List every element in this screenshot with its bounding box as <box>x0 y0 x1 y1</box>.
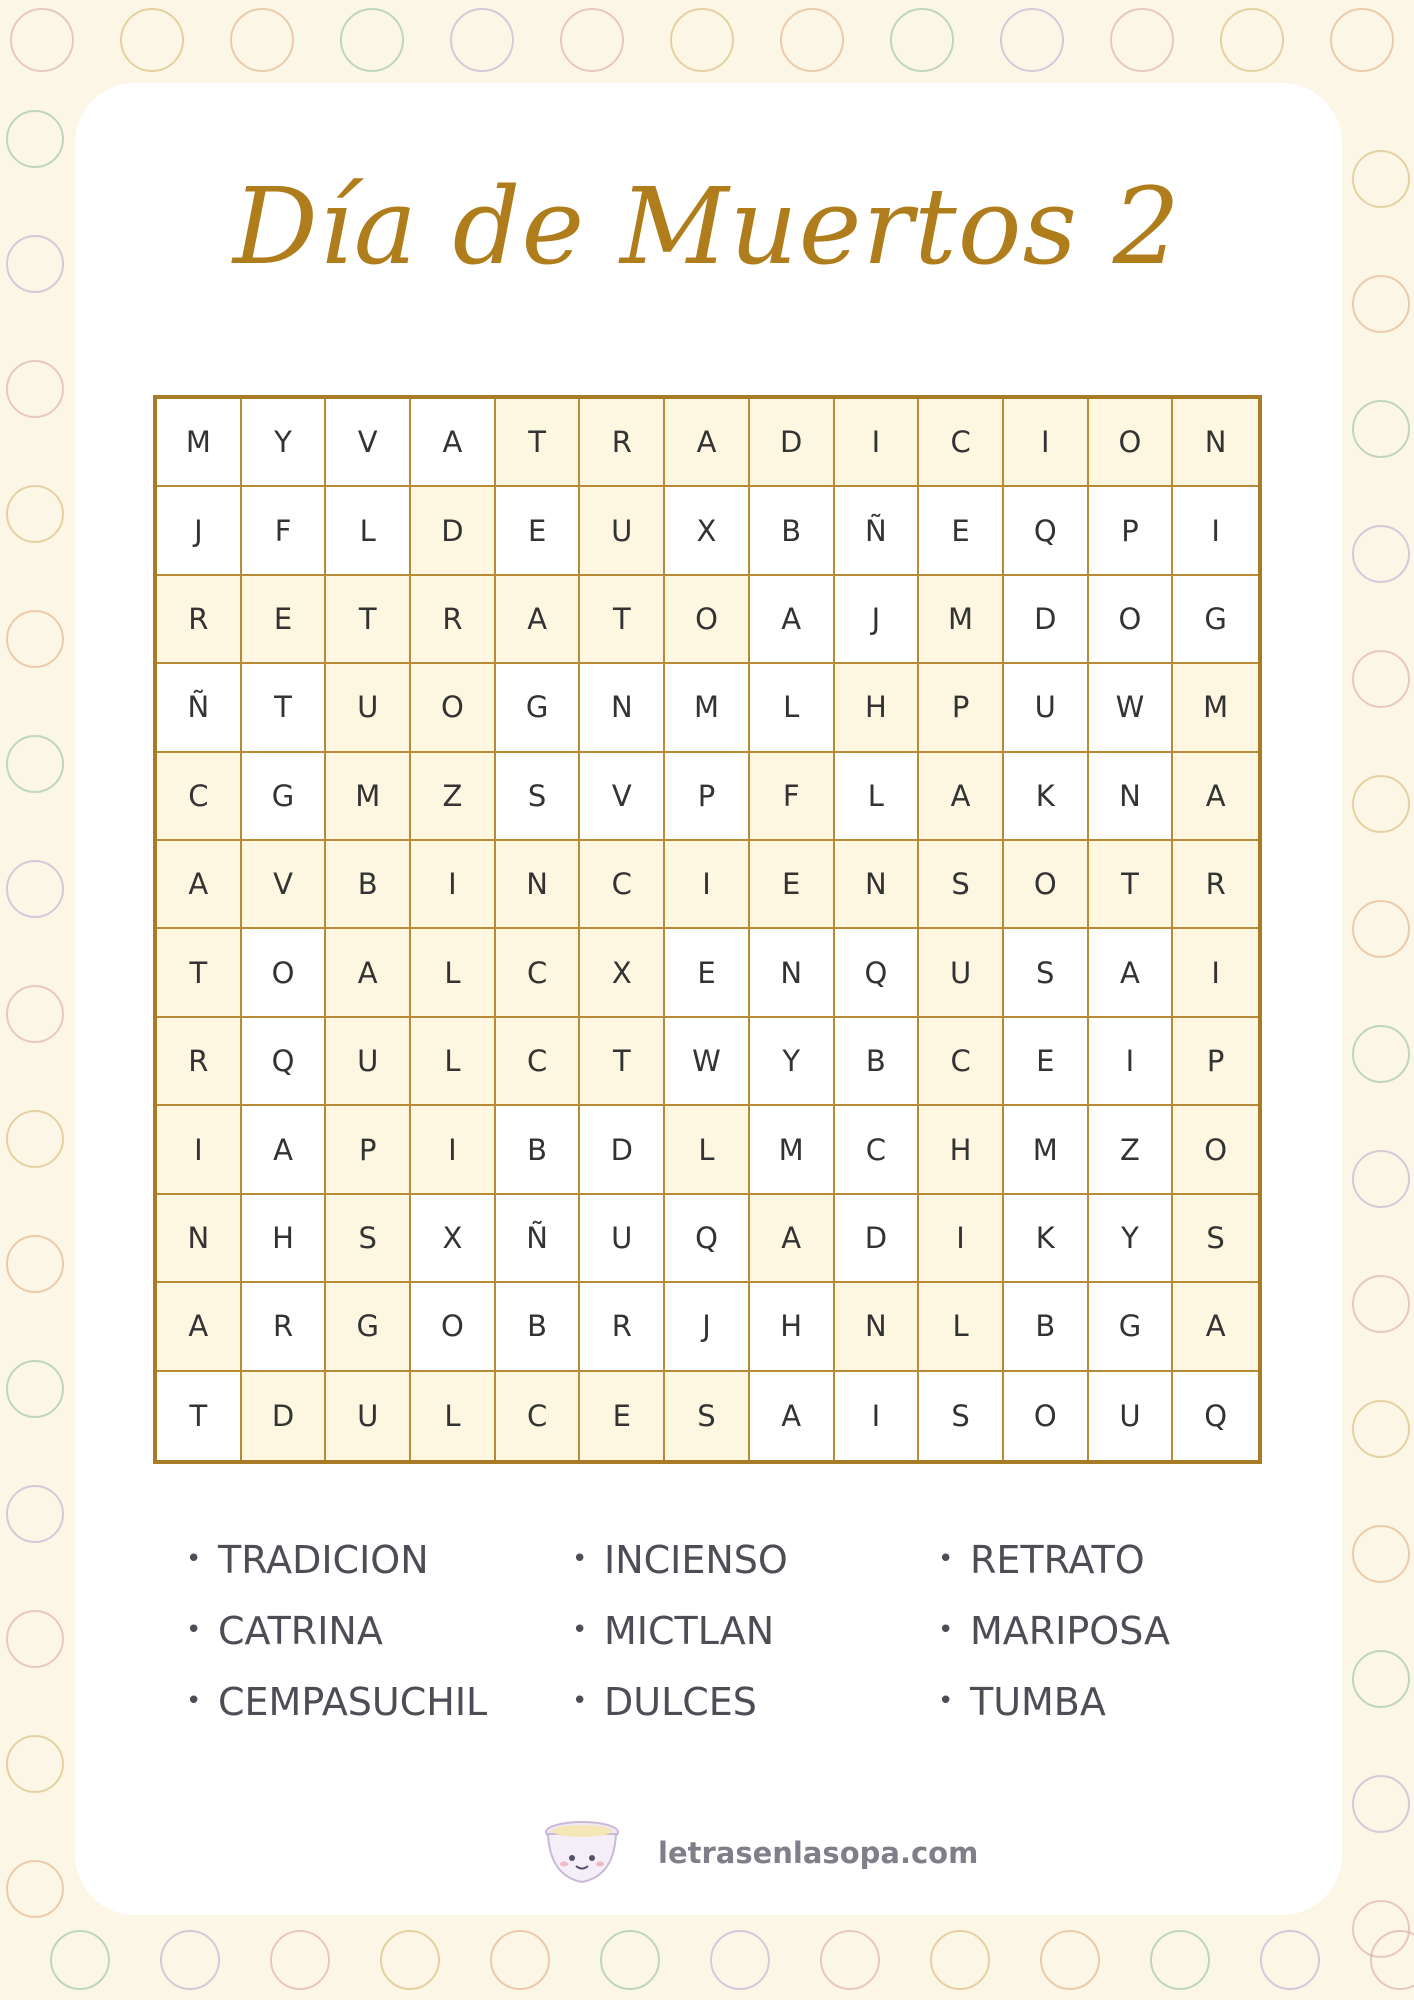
grid-cell[interactable]: P <box>1173 1018 1258 1106</box>
grid-cell[interactable]: R <box>580 1283 665 1371</box>
grid-cell[interactable]: U <box>326 1372 411 1460</box>
grid-cell[interactable]: I <box>919 1195 1004 1283</box>
skull-doodle-icon <box>6 1485 64 1543</box>
grid-cell[interactable]: O <box>1004 1372 1089 1460</box>
grid-cell[interactable]: A <box>750 1195 835 1283</box>
skull-doodle-icon <box>1352 1275 1410 1333</box>
grid-cell[interactable]: I <box>665 841 750 929</box>
bowl-logo-icon <box>540 1818 624 1888</box>
skull-doodle-icon <box>6 485 64 543</box>
grid-cell[interactable]: Q <box>1004 487 1089 575</box>
grid-cell[interactable]: B <box>1004 1283 1089 1371</box>
skull-doodle-icon <box>1110 8 1174 72</box>
skull-doodle-icon <box>160 1930 220 1990</box>
grid-cell[interactable]: A <box>411 399 496 487</box>
skull-doodle-icon <box>600 1930 660 1990</box>
word-list-item: • CATRINA <box>218 1609 383 1653</box>
grid-cell[interactable]: T <box>580 1018 665 1106</box>
grid-cell[interactable]: X <box>665 487 750 575</box>
skull-doodle-icon <box>1352 1650 1410 1708</box>
grid-cell[interactable]: X <box>411 1195 496 1283</box>
skull-doodle-icon <box>1330 8 1394 72</box>
grid-cell[interactable]: E <box>496 487 581 575</box>
skull-doodle-icon <box>6 110 64 168</box>
grid-cell[interactable]: C <box>496 929 581 1017</box>
skull-doodle-icon <box>1352 1900 1410 1958</box>
grid-cell[interactable]: J <box>157 487 242 575</box>
skull-doodle-icon <box>710 1930 770 1990</box>
grid-cell[interactable]: Q <box>665 1195 750 1283</box>
grid-cell[interactable]: O <box>1089 399 1174 487</box>
skull-doodle-icon <box>1000 8 1064 72</box>
grid-cell[interactable]: N <box>580 664 665 752</box>
grid-cell[interactable]: V <box>242 841 327 929</box>
grid-cell[interactable]: O <box>1089 576 1174 664</box>
skull-doodle-icon <box>490 1930 550 1990</box>
grid-cell[interactable]: S <box>665 1372 750 1460</box>
grid-cell[interactable]: B <box>496 1283 581 1371</box>
site-url: letrasenlasopa.com <box>658 1836 979 1870</box>
grid-cell[interactable]: M <box>1004 1106 1089 1194</box>
skull-doodle-icon <box>6 360 64 418</box>
grid-cell[interactable]: Q <box>242 1018 327 1106</box>
grid-cell[interactable]: U <box>326 664 411 752</box>
grid-cell[interactable]: I <box>1173 929 1258 1017</box>
grid-cell[interactable]: C <box>496 1018 581 1106</box>
skull-doodle-icon <box>1352 1525 1410 1583</box>
grid-cell[interactable]: C <box>919 1018 1004 1106</box>
grid-cell[interactable]: J <box>665 1283 750 1371</box>
skull-doodle-icon <box>1352 525 1410 583</box>
grid-cell[interactable]: T <box>157 1372 242 1460</box>
grid-cell[interactable]: T <box>242 664 327 752</box>
grid-cell[interactable]: W <box>1089 664 1174 752</box>
grid-cell[interactable]: Z <box>1089 1106 1174 1194</box>
grid-cell[interactable]: C <box>157 753 242 841</box>
grid-cell[interactable]: I <box>1173 487 1258 575</box>
grid-cell[interactable]: P <box>665 753 750 841</box>
grid-cell[interactable]: L <box>411 1372 496 1460</box>
grid-cell[interactable]: E <box>919 487 1004 575</box>
grid-cell[interactable]: C <box>919 399 1004 487</box>
grid-cell[interactable]: G <box>496 664 581 752</box>
word-list-item: • RETRATO <box>970 1538 1145 1582</box>
grid-cell[interactable]: A <box>1173 753 1258 841</box>
grid-cell[interactable]: Ñ <box>157 664 242 752</box>
grid-cell[interactable]: L <box>750 664 835 752</box>
grid-cell[interactable]: Z <box>411 753 496 841</box>
grid-cell[interactable]: I <box>411 841 496 929</box>
grid-cell[interactable]: M <box>157 399 242 487</box>
skull-doodle-icon <box>6 610 64 668</box>
grid-cell[interactable]: K <box>1004 753 1089 841</box>
grid-cell[interactable]: R <box>242 1283 327 1371</box>
grid-cell[interactable]: B <box>835 1018 920 1106</box>
skull-doodle-icon <box>1260 1930 1320 1990</box>
skull-doodle-icon <box>560 8 624 72</box>
grid-cell[interactable]: E <box>750 841 835 929</box>
grid-cell[interactable]: C <box>835 1106 920 1194</box>
grid-cell[interactable]: T <box>580 576 665 664</box>
grid-cell[interactable]: M <box>750 1106 835 1194</box>
skull-doodle-icon <box>6 735 64 793</box>
grid-cell[interactable]: B <box>496 1106 581 1194</box>
grid-cell[interactable]: I <box>157 1106 242 1194</box>
grid-cell[interactable]: R <box>1173 841 1258 929</box>
grid-cell[interactable]: N <box>496 841 581 929</box>
grid-cell[interactable]: P <box>1089 487 1174 575</box>
grid-cell[interactable]: M <box>1173 664 1258 752</box>
grid-cell[interactable]: Q <box>835 929 920 1017</box>
skull-doodle-icon <box>1150 1930 1210 1990</box>
grid-cell[interactable]: V <box>326 399 411 487</box>
skull-doodle-icon <box>6 985 64 1043</box>
skull-doodle-icon <box>1352 900 1410 958</box>
grid-cell[interactable]: L <box>411 1018 496 1106</box>
grid-cell[interactable]: C <box>580 841 665 929</box>
grid-cell[interactable]: N <box>1173 399 1258 487</box>
grid-cell[interactable]: S <box>919 1372 1004 1460</box>
footer <box>540 1818 979 1888</box>
grid-cell[interactable]: L <box>919 1283 1004 1371</box>
skull-doodle-icon <box>6 1360 64 1418</box>
word-search-grid <box>153 395 1262 1464</box>
word-list-item: • MARIPOSA <box>970 1609 1170 1653</box>
word-list-item: • INCIENSO <box>604 1538 788 1582</box>
grid-cell[interactable]: A <box>750 1372 835 1460</box>
skull-doodle-icon <box>450 8 514 72</box>
skull-doodle-icon <box>1040 1930 1100 1990</box>
grid-cell[interactable]: V <box>580 753 665 841</box>
grid-cell[interactable]: F <box>242 487 327 575</box>
skull-doodle-icon <box>890 8 954 72</box>
grid-cell[interactable]: G <box>242 753 327 841</box>
page-title: Día de Muertos 2 <box>232 165 1182 288</box>
skull-doodle-icon <box>6 1610 64 1668</box>
grid-cell[interactable]: I <box>1004 399 1089 487</box>
grid-cell[interactable]: E <box>242 576 327 664</box>
skull-doodle-icon <box>1352 1775 1410 1833</box>
grid-cell[interactable]: E <box>580 1372 665 1460</box>
grid-cell[interactable]: E <box>665 929 750 1017</box>
grid-cell[interactable]: A <box>665 399 750 487</box>
grid-cell[interactable]: Y <box>750 1018 835 1106</box>
grid-cell[interactable]: A <box>750 576 835 664</box>
skull-doodle-icon <box>340 8 404 72</box>
grid-cell[interactable]: C <box>496 1372 581 1460</box>
skull-doodle-icon <box>120 8 184 72</box>
skull-doodle-icon <box>1352 650 1410 708</box>
grid-cell[interactable]: R <box>157 1018 242 1106</box>
grid-cell[interactable]: A <box>1089 929 1174 1017</box>
grid-cell[interactable]: Y <box>242 399 327 487</box>
skull-doodle-icon <box>50 1930 110 1990</box>
grid-cell[interactable]: B <box>326 841 411 929</box>
grid-cell[interactable]: G <box>1173 576 1258 664</box>
word-list-item: • TRADICION <box>218 1538 429 1582</box>
grid-cell[interactable]: W <box>665 1018 750 1106</box>
grid-cell[interactable]: U <box>919 929 1004 1017</box>
grid-cell[interactable]: T <box>326 576 411 664</box>
grid-cell[interactable]: X <box>580 929 665 1017</box>
skull-doodle-icon <box>6 1735 64 1793</box>
grid-cell[interactable]: D <box>1004 576 1089 664</box>
grid-cell[interactable]: L <box>665 1106 750 1194</box>
grid-cell[interactable]: G <box>326 1283 411 1371</box>
skull-doodle-icon <box>820 1930 880 1990</box>
skull-doodle-icon <box>930 1930 990 1990</box>
skull-doodle-icon <box>1220 8 1284 72</box>
grid-cell[interactable]: N <box>157 1195 242 1283</box>
grid-cell[interactable]: G <box>1089 1283 1174 1371</box>
grid-cell[interactable]: B <box>750 487 835 575</box>
grid-cell[interactable]: N <box>835 841 920 929</box>
grid-cell[interactable]: Q <box>1204 1398 1228 1433</box>
grid-cell[interactable]: O <box>411 1283 496 1371</box>
skull-doodle-icon <box>1352 400 1410 458</box>
grid-cell[interactable]: S <box>496 753 581 841</box>
grid-cell[interactable]: U <box>580 487 665 575</box>
grid-cell[interactable]: A <box>496 576 581 664</box>
word-list-item: • CEMPASUCHIL <box>218 1680 487 1724</box>
grid-cell[interactable]: S <box>1004 929 1089 1017</box>
grid-cell[interactable]: L <box>835 753 920 841</box>
skull-doodle-icon <box>270 1930 330 1990</box>
grid-cell[interactable]: D <box>580 1106 665 1194</box>
grid-cell[interactable]: O <box>411 664 496 752</box>
grid-cell[interactable]: T <box>1089 841 1174 929</box>
grid-cell[interactable]: O <box>1173 1106 1258 1194</box>
grid-cell[interactable]: A <box>157 841 242 929</box>
grid-cell[interactable]: R <box>580 399 665 487</box>
grid-cell[interactable]: M <box>326 753 411 841</box>
grid-cell[interactable]: R <box>411 576 496 664</box>
grid-cell[interactable]: J <box>835 576 920 664</box>
grid-cell[interactable]: I <box>411 1106 496 1194</box>
grid-cell[interactable]: Ñ <box>496 1195 581 1283</box>
grid-cell[interactable]: A <box>326 929 411 1017</box>
skull-doodle-icon <box>10 8 74 72</box>
skull-doodle-icon <box>1352 1150 1410 1208</box>
grid-cell[interactable]: Ñ <box>835 487 920 575</box>
grid-cell[interactable]: S <box>1173 1195 1258 1283</box>
skull-doodle-icon <box>380 1930 440 1990</box>
grid-cell[interactable]: A <box>157 1283 242 1371</box>
grid-cell[interactable]: D <box>411 487 496 575</box>
skull-doodle-icon <box>6 1110 64 1168</box>
grid-cell[interactable]: P <box>919 664 1004 752</box>
skull-doodle-icon <box>670 8 734 72</box>
grid-cell[interactable]: U <box>1089 1372 1174 1460</box>
grid-cell[interactable]: D <box>242 1372 327 1460</box>
grid-cell[interactable]: A <box>919 753 1004 841</box>
word-list-item: • TUMBA <box>970 1680 1106 1724</box>
grid-cell[interactable]: S <box>919 841 1004 929</box>
grid-cell[interactable]: F <box>750 753 835 841</box>
grid-cell[interactable]: M <box>665 664 750 752</box>
grid-cell[interactable]: U <box>1004 664 1089 752</box>
grid-cell[interactable]: S <box>326 1195 411 1283</box>
grid-cell[interactable]: K <box>1004 1195 1089 1283</box>
skull-doodle-icon <box>6 1235 64 1293</box>
grid-cell[interactable]: H <box>750 1283 835 1371</box>
grid-cell[interactable]: U <box>580 1195 665 1283</box>
grid-cell[interactable]: R <box>157 576 242 664</box>
grid-cell[interactable]: O <box>242 929 327 1017</box>
grid-cell[interactable]: L <box>326 487 411 575</box>
grid-cell[interactable]: M <box>919 576 1004 664</box>
grid-cell[interactable]: L <box>411 929 496 1017</box>
grid-cell[interactable]: A <box>242 1106 327 1194</box>
skull-doodle-icon <box>1352 1400 1410 1458</box>
grid-cell[interactable]: T <box>157 929 242 1017</box>
skull-doodle-icon <box>6 1860 64 1918</box>
grid-cell[interactable]: O <box>665 576 750 664</box>
grid-cell[interactable]: I <box>835 1372 920 1460</box>
skull-doodle-icon <box>1352 1025 1410 1083</box>
grid-cell[interactable]: A <box>1173 1283 1258 1371</box>
grid-cell[interactable]: I <box>835 399 920 487</box>
grid-cell[interactable]: I <box>1089 1018 1174 1106</box>
grid-cell[interactable]: O <box>1004 841 1089 929</box>
grid-cell[interactable]: H <box>242 1195 327 1283</box>
grid-cell[interactable]: N <box>835 1283 920 1371</box>
grid-cell[interactable]: H <box>919 1106 1004 1194</box>
skull-doodle-icon <box>780 8 844 72</box>
skull-doodle-icon <box>6 860 64 918</box>
grid-cell[interactable]: H <box>835 664 920 752</box>
grid-cell[interactable]: P <box>326 1106 411 1194</box>
word-list-item: • DULCES <box>604 1680 757 1724</box>
grid-cell[interactable]: D <box>750 399 835 487</box>
word-list-item: • MICTLAN <box>604 1609 774 1653</box>
skull-doodle-icon <box>230 8 294 72</box>
skull-doodle-icon <box>1352 775 1410 833</box>
grid-cell[interactable]: Y <box>1089 1195 1174 1283</box>
grid-cell[interactable]: T <box>496 399 581 487</box>
grid-cell[interactable]: E <box>1004 1018 1089 1106</box>
grid-cell[interactable]: D <box>835 1195 920 1283</box>
grid-cell[interactable]: N <box>750 929 835 1017</box>
grid-cell[interactable]: N <box>1089 753 1174 841</box>
grid-cell[interactable]: U <box>326 1018 411 1106</box>
